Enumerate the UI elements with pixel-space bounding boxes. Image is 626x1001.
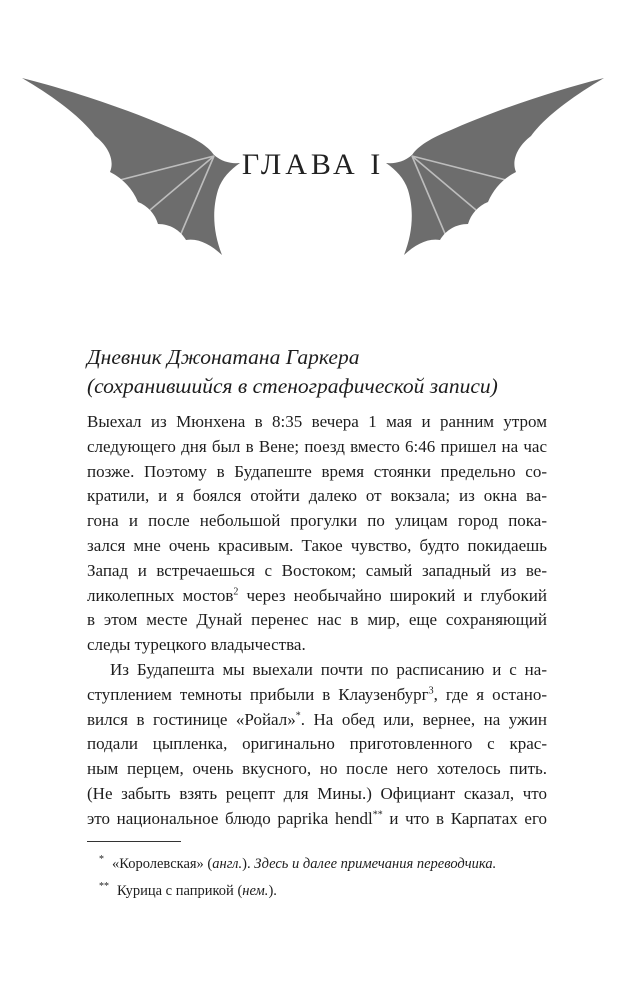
- text-line: (Не забыть взять рецепт для Мины.) Официант сказал, что: [87, 783, 547, 803]
- footnote-ref: **: [372, 809, 383, 821]
- footnote-divider: [87, 841, 181, 842]
- text-line: позже. Поэтому в Будапеште время стоянки предельно со-: [87, 461, 547, 481]
- text-line: следующего дня был в Вене; поезд вместо 6:46 пришел на час: [87, 436, 547, 456]
- text-line: ным перцем, очень вкусного, но после него хотелось пить.: [87, 759, 547, 779]
- text-line: зался мне очень красивым. Такое чувство, будто покидаешь: [87, 535, 547, 555]
- text-line: вился в гостинице «Ройал»*. На обед или, вернее, на ужин: [87, 709, 547, 729]
- footnote-ref: 2: [233, 585, 239, 597]
- text-line: ступлением темноты прибыли в Клаузенбург$^3$, где я остано-: [87, 684, 547, 704]
- text-line: Выехал из Мюнхена в 8:35 вечера 1 мая и ранним утром: [87, 412, 547, 431]
- footnotes: [87, 851, 557, 905]
- chapter-title: ГЛАВА I: [241, 148, 385, 181]
- text-line: кратили, и я боялся отойти далеко от вокзала; из окна ва-: [87, 486, 547, 506]
- text-line: следы турецкого владычества.: [87, 635, 306, 655]
- footnote-ref: *: [295, 709, 301, 721]
- footnote-2: ** Курица с паприкой (нем.).: [99, 881, 277, 899]
- text-line: в этом месте Дунай перенес нас в мир, еще сохраняющий: [87, 610, 547, 630]
- text-line: Запад и встречаешься с Востоком; самый западный из ве-: [87, 560, 547, 580]
- footnote-ref: 3: [428, 685, 434, 697]
- text-line: ликолепных мостов$^2$ через необычайно широкий и глубокий: [87, 585, 548, 605]
- text-line: Из Будапешта мы выехали почти по расписанию и с на-: [110, 659, 547, 679]
- heading-line-1: Дневник Джонатана Гаркера: [87, 345, 360, 369]
- footnote-1: * «Королевская» (англ.). Здесь и далее примечания переводчика.: [99, 854, 497, 872]
- text-line: гона и после небольшой прогулки по улицам город пока-: [87, 511, 547, 531]
- heading-line-2: (сохранившийся в стенографической записи): [87, 374, 498, 398]
- body-text: [87, 410, 547, 832]
- text-line: это национальное блюдо paprika hendl** и что в Карпатах его: [87, 808, 547, 828]
- diary-heading: [87, 343, 547, 401]
- text-line: подали цыпленка, оригинально приготовленного с крас-: [87, 734, 547, 754]
